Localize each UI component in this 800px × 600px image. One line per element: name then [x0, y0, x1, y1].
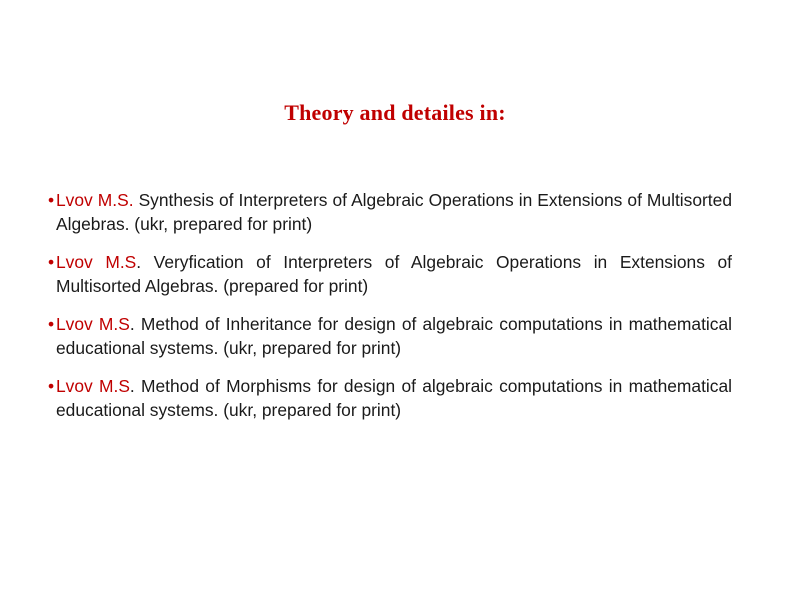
- reference-item: [48, 312, 732, 360]
- reference-author: Lvov M.S: [56, 252, 137, 272]
- reference-text: . Method of Inheritance for design of algebraic computations in mathematical educational systems. (ukr, prepared for print): [56, 314, 733, 358]
- bullet-icon: •: [48, 190, 55, 210]
- reference-author: Lvov M.S: [56, 376, 130, 396]
- reference-item: [48, 374, 732, 422]
- reference-item: [48, 188, 732, 236]
- reference-author: Lvov M.S: [56, 314, 130, 334]
- bullet-icon: •: [48, 314, 55, 334]
- reference-author: Lvov M.S.: [56, 190, 134, 210]
- reference-list: [48, 188, 732, 436]
- reference-text: Synthesis of Interpreters of Algebraic Operations in Extensions of Multisorted Algebras. (ukr, prepared for print): [56, 190, 732, 234]
- reference-item: [48, 250, 732, 298]
- reference-text: . Method of Morphisms for design of algebraic computations in mathematical educational systems. (ukr, prepared for print): [56, 376, 732, 420]
- slide-title: Theory and detailes in:: [284, 100, 506, 125]
- bullet-icon: •: [48, 376, 55, 396]
- reference-text: . Veryfication of Interpreters of Algebraic Operations in Extensions of Multisorted Algebras. (prepared for print): [56, 252, 732, 296]
- bullet-icon: •: [48, 252, 55, 272]
